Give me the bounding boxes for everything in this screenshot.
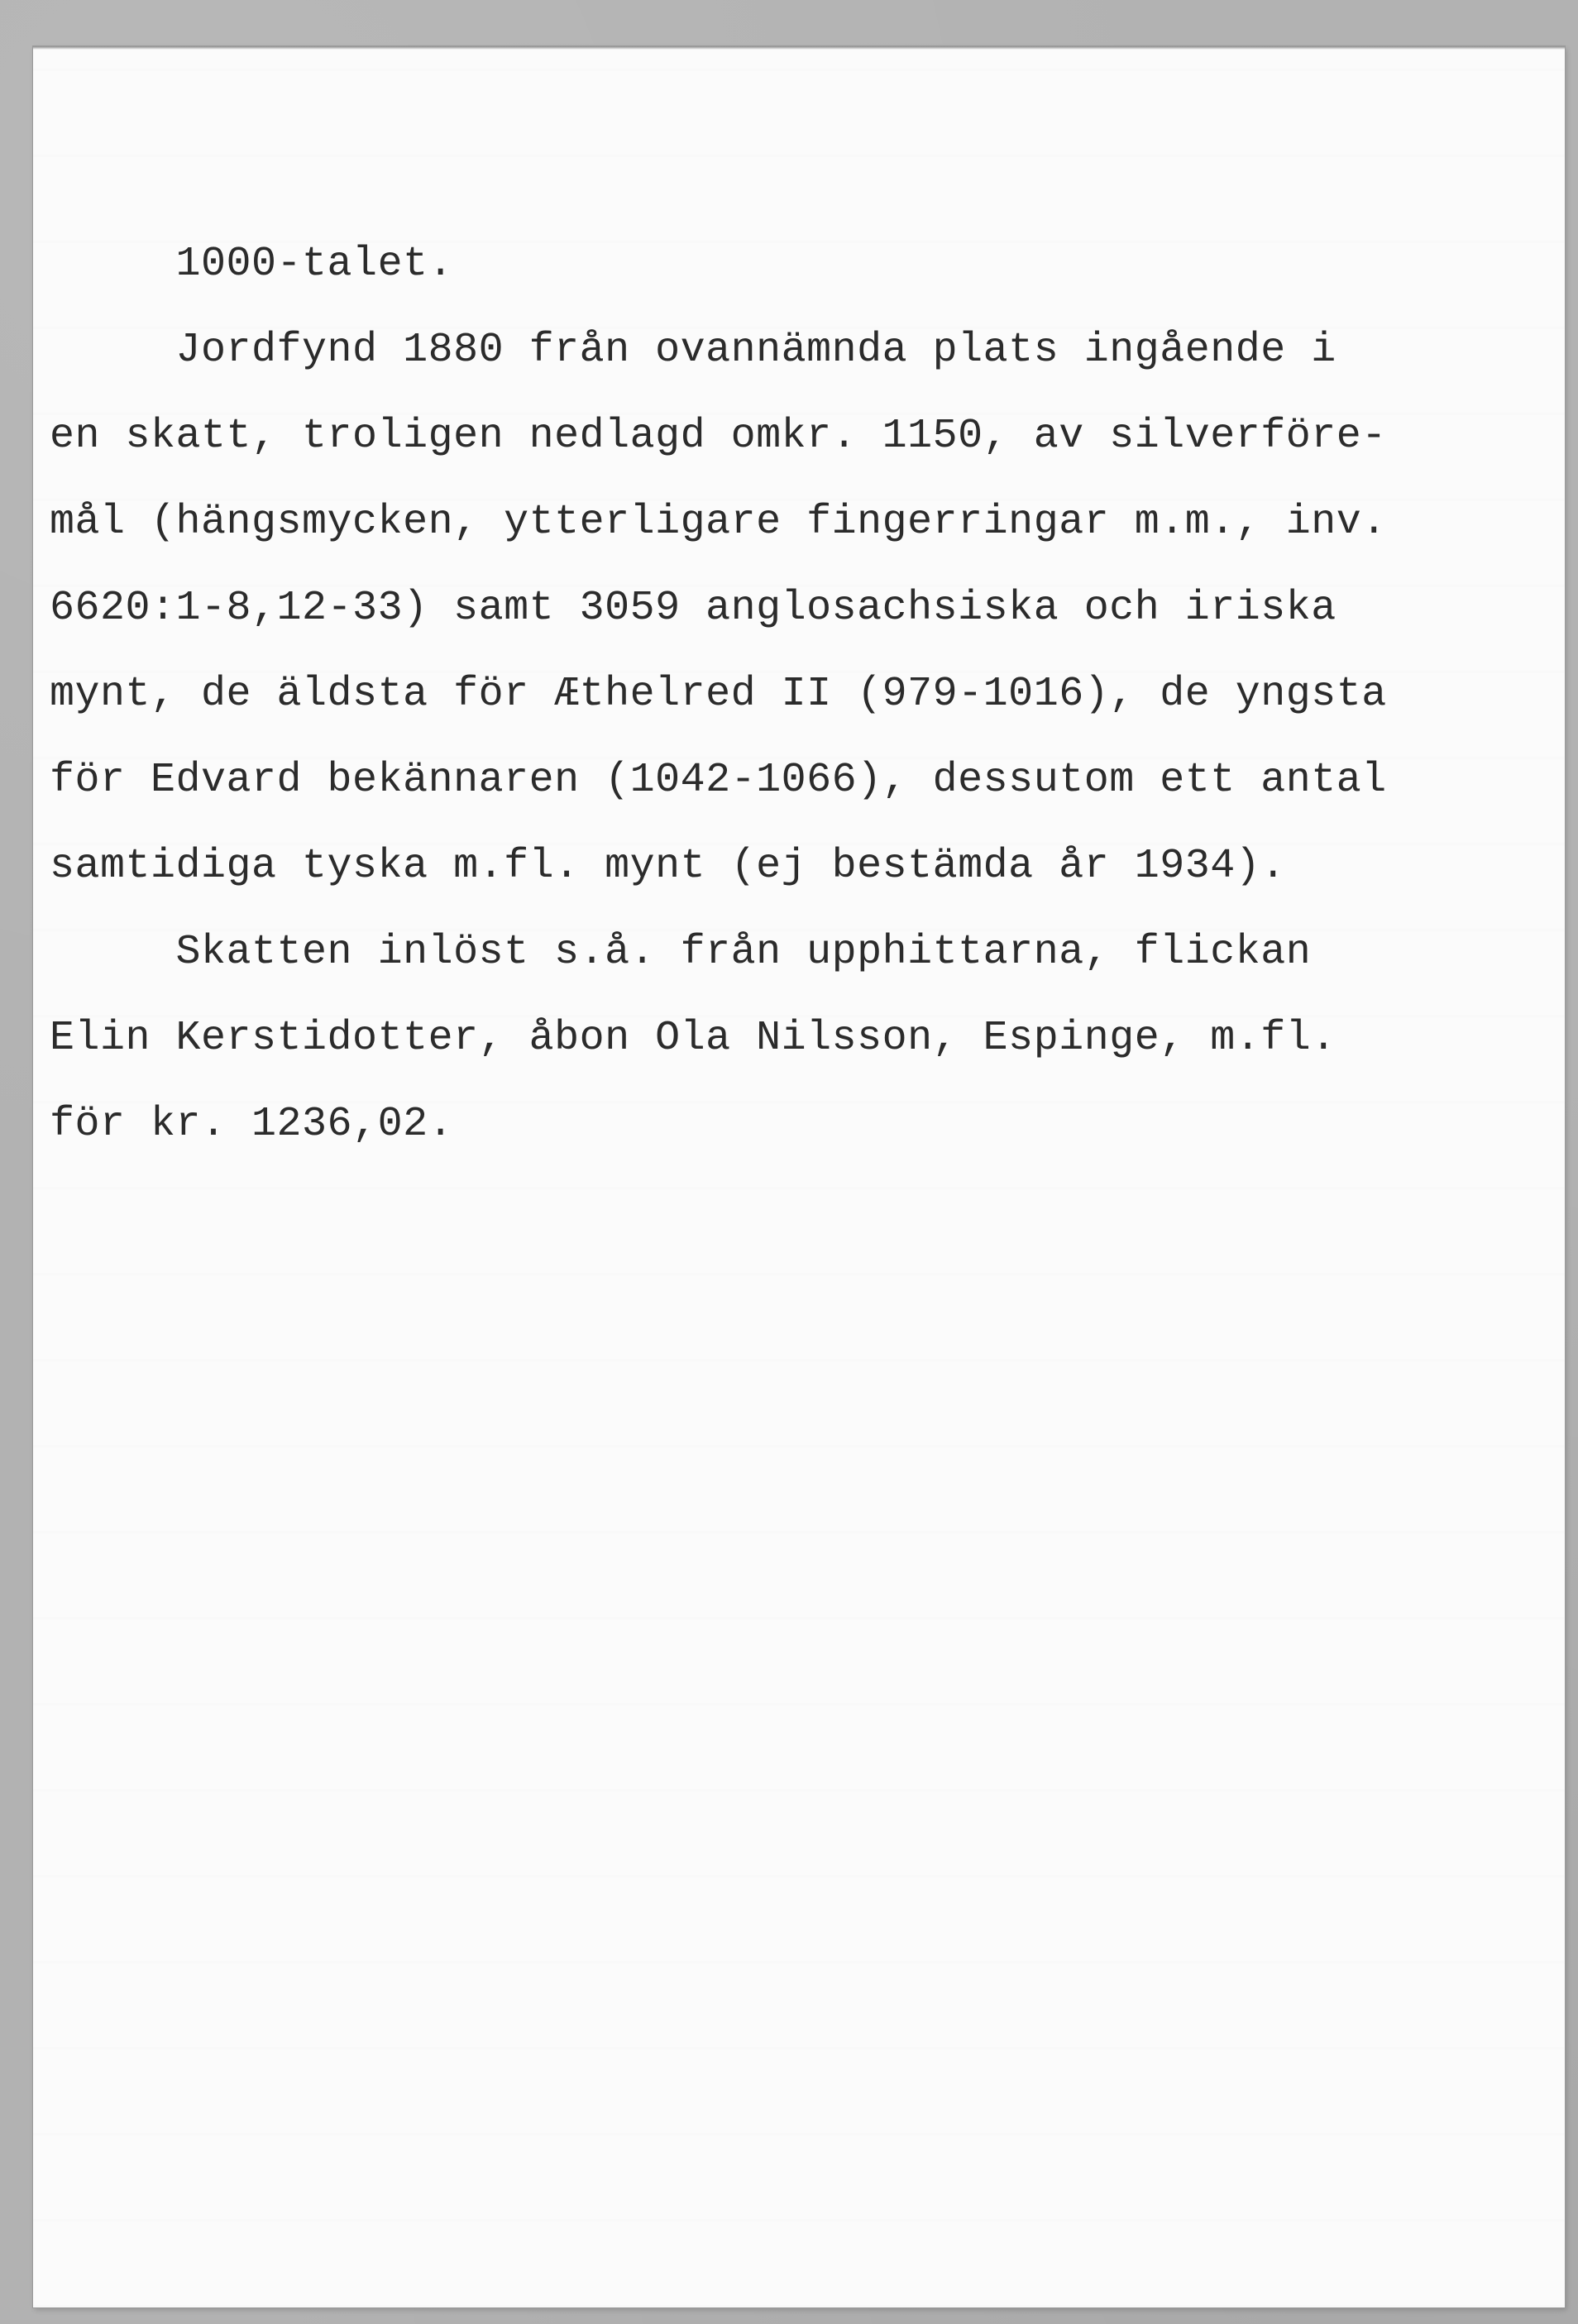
text-line: en skatt, troligen nedlagd omkr. 1150, av silverföre- <box>50 413 1387 460</box>
text-line: Jordfynd 1880 från ovannämnda plats ingående i <box>50 327 1337 374</box>
text-line: för kr. 1236,02. <box>50 1101 454 1148</box>
text-line: Elin Kerstidotter, åbon Ola Nilsson, Espinge, m.fl. <box>50 1015 1337 1062</box>
text-line: för Edvard bekännaren (1042-1066), dessutom ett antal <box>50 757 1387 804</box>
text-line: samtidiga tyska m.fl. mynt (ej bestämda år 1934). <box>50 843 1286 890</box>
paper-sheet <box>33 46 1565 2307</box>
text-line: mål (hängsmycken, ytterligare fingerringar m.m., inv. <box>50 499 1387 546</box>
text-line: mynt, de äldsta för Æthelred II (979-1016), de yngsta <box>50 671 1387 718</box>
text-line: 1000-talet. <box>50 241 454 288</box>
text-line: 6620:1-8,12-33) samt 3059 anglosachsiska och iriska <box>50 585 1337 632</box>
typewritten-text <box>50 222 1538 1168</box>
text-line: Skatten inlöst s.å. från upphittarna, flickan <box>50 929 1312 976</box>
